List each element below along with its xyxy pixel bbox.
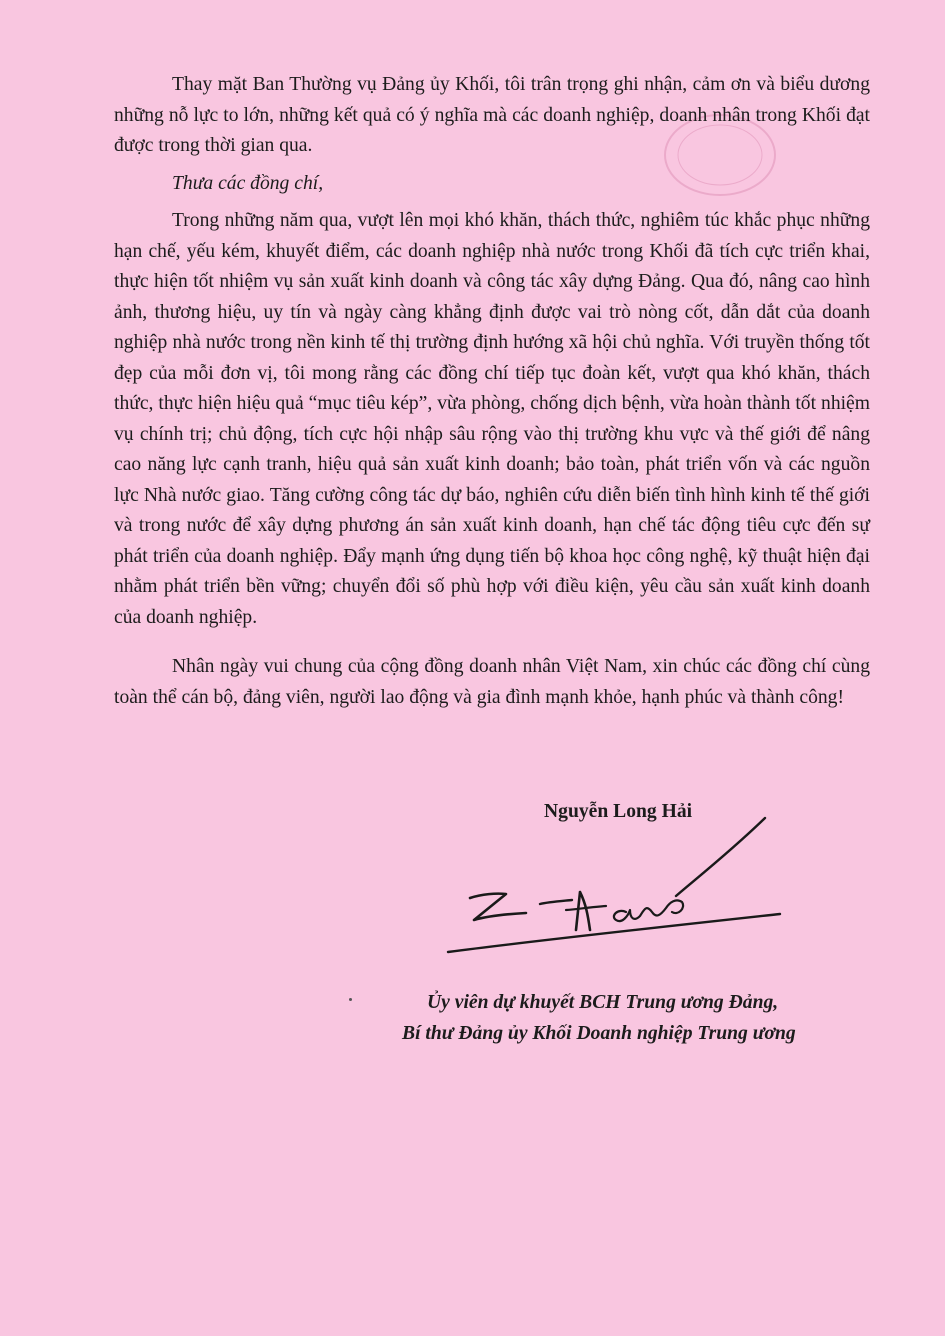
letter-paragraph-1 [114,70,870,162]
paragraph-2-text: Trong những năm qua, vượt lên mọi khó khăn, thách thức, nghiêm túc khắc phục những hạn chế, yếu kém, khuyết điểm, các doanh nghiệp nhà nước trong Khối đã tích cực triển khai, thực hiện tốt nhiệm vụ sản xuất kinh doanh và công tác xây dựng Đảng. Qua đó, nâng cao hình ảnh, thương hiệu, uy tín và ngày càng khẳng định được vai trò nòng cốt, dẫn dắt của doanh nghiệp nhà nước trong nền kinh tế thị trường định hướng xã hội chủ nghĩa. Với truyền thống tốt đẹp của mỗi đơn vị, tôi mong rằng các đồng chí tiếp tục đoàn kết, vượt qua khó khăn, thách thức, thực hiện hiệu quả “mục tiêu kép”, vừa phòng, chống dịch bệnh, vừa hoàn thành tốt nhiệm vụ chính trị; chủ động, tích cực hội nhập sâu rộng vào thị trường khu vực và thế giới để nâng cao năng lực cạnh tranh, hiệu quả sản xuất kinh doanh; bảo toàn, phát triển vốn và các nguồn lực Nhà nước giao. Tăng cường công tác dự báo, nghiên cứu diễn biến tình hình kinh tế thế giới và trong nước để xây dựng phương án sản xuất kinh doanh, hạn chế tác động tiêu cực đến sự phát triển của doanh nghiệp. Đẩy mạnh ứng dụng tiến bộ khoa học công nghệ, kỹ thuật hiện đại nhằm phát triển bền vững; chuyển đổi số phù hợp với điều kiện, yêu cầu sản xuất kinh doanh của doanh nghiệp. [114,210,870,628]
letter-greeting [114,169,870,200]
greeting-text: Thưa các đồng chí, [172,173,324,194]
paragraph-1-text: Thay mặt Ban Thường vụ Đảng ủy Khối, tôi trân trọng ghi nhận, cảm ơn và biểu dương những nỗ lực to lớn, những kết quả có ý nghĩa mà các doanh nghiệp, doanh nhân trong Khối đạt được trong thời gian qua. [114,74,870,156]
letter-paragraph-3 [114,652,870,713]
scan-speck [349,998,352,1001]
signer-title-line-2: Bí thư Đảng ủy Khối Doanh nghiệp Trung ương [402,1023,796,1044]
handwritten-signature [430,812,790,962]
letter-paragraph-2 [114,206,870,633]
signer-name: Nguyễn Long Hải [544,801,693,822]
signer-title-line-1: Ủy viên dự khuyết BCH Trung ương Đảng, [427,992,779,1013]
paragraph-3-text: Nhân ngày vui chung của cộng đồng doanh nhân Việt Nam, xin chúc các đồng chí cùng toàn thể cán bộ, đảng viên, người lao động và gia đình mạnh khỏe, hạnh phúc và thành công! [114,656,870,708]
